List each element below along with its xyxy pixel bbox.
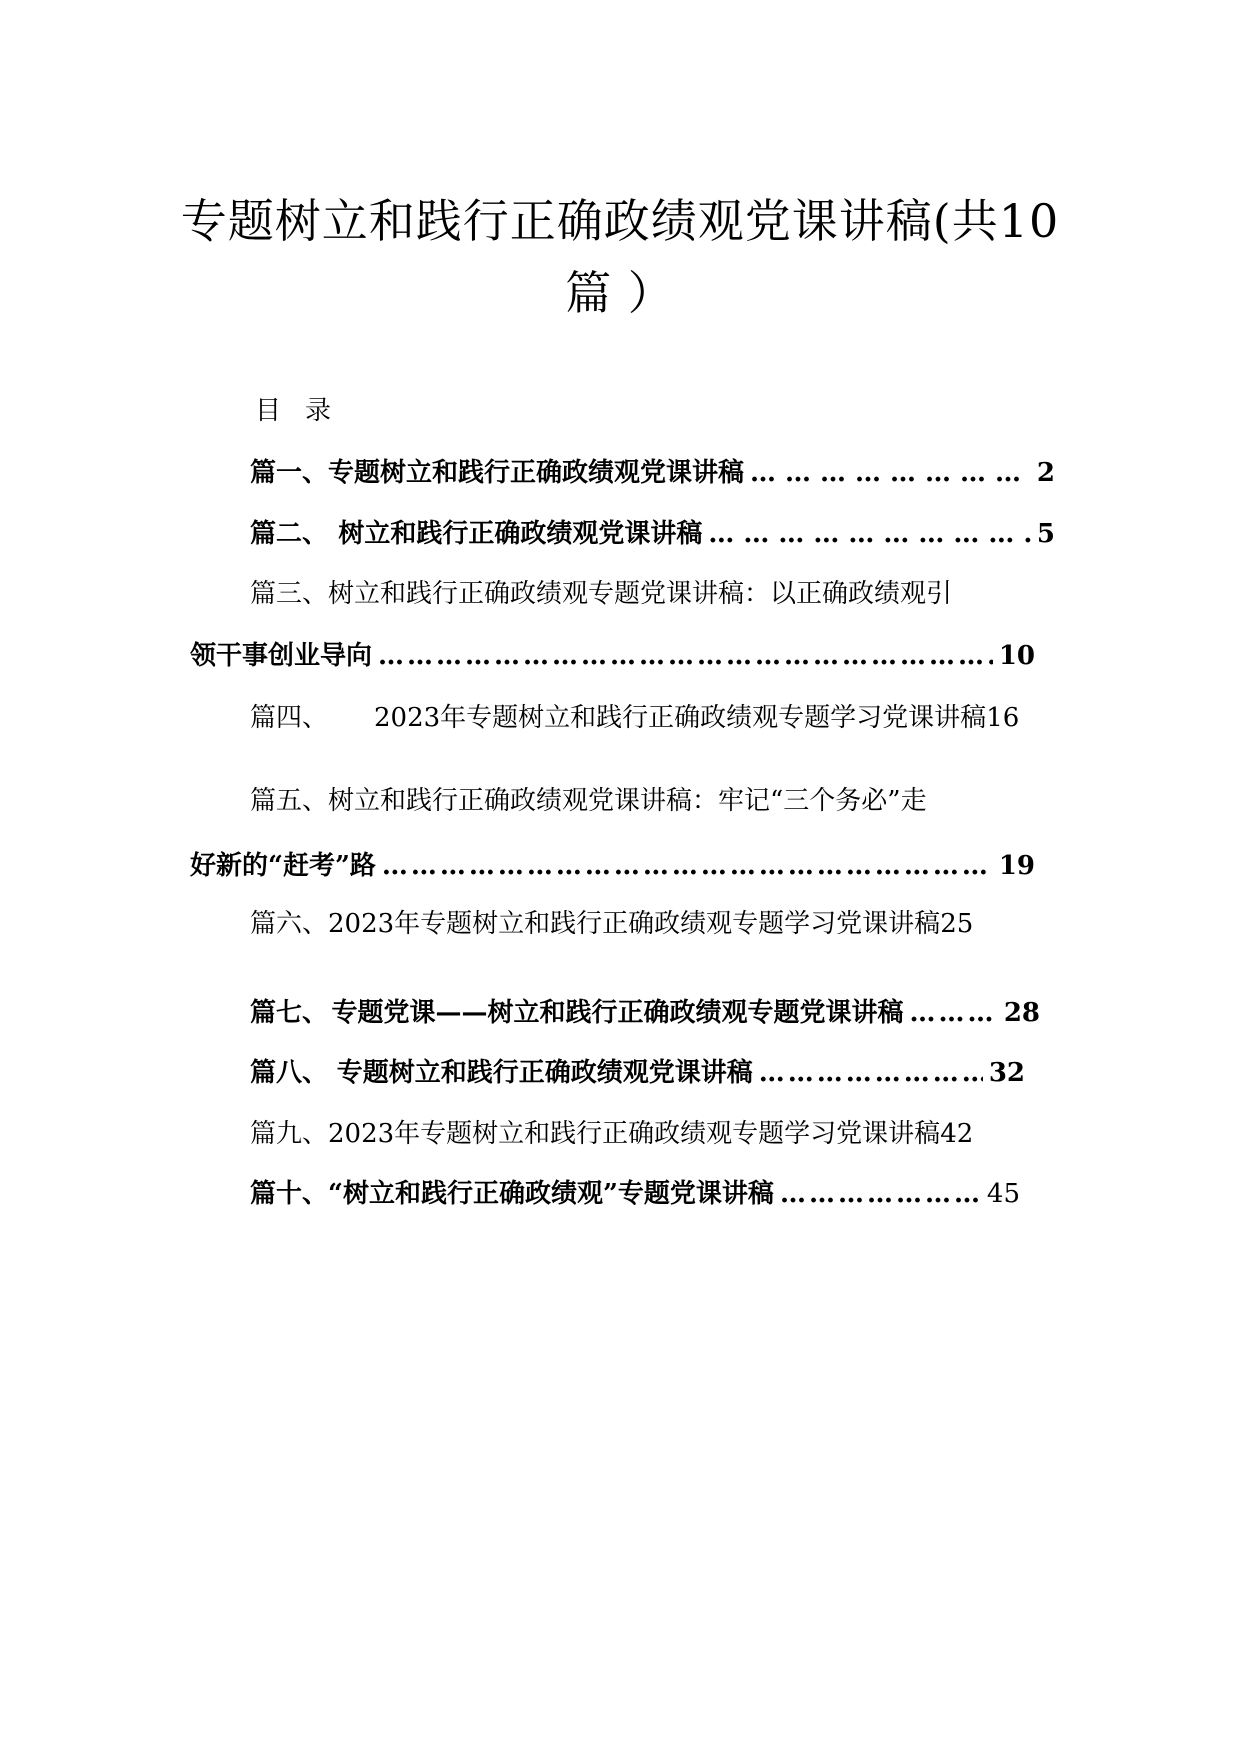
toc-entry-2-page: 5 xyxy=(1036,519,1055,549)
document-title xyxy=(170,185,1070,329)
toc-entry-4-text: 2023年专题树立和践行正确政绩观专题学习党课讲稿 xyxy=(374,703,987,733)
toc-entry-5-text-line-1: 树立和践行正确政绩观党课讲稿：牢记“三个务必”走 xyxy=(328,786,927,816)
toc-entry-4-page: 16 xyxy=(986,703,1020,733)
title-line-2: 篇 ） xyxy=(565,266,675,320)
toc-entry-2[interactable] xyxy=(250,516,1055,552)
toc-leader xyxy=(780,1176,981,1212)
toc-entry-7-text: 专题党课——树立和践行正确政绩观专题党课讲稿 xyxy=(331,998,904,1028)
toc-entry-2-text: 树立和践行正确政绩观党课讲稿 xyxy=(338,519,703,549)
toc-entry-3-page: 10 xyxy=(998,641,1035,671)
toc-leader xyxy=(708,516,1031,552)
toc-entry-10[interactable] xyxy=(250,1176,1020,1212)
toc-entry-5[interactable] xyxy=(250,783,927,819)
toc-entry-3-text-line-1: 树立和践行正确政绩观专题党课讲稿：以正确政绩观引 xyxy=(328,579,953,609)
toc-entry-5-page: 19 xyxy=(998,851,1035,881)
toc-entry-4-prefix: 篇四、 xyxy=(250,703,329,733)
toc-entry-1[interactable] xyxy=(250,455,1055,491)
toc-entry-3-cont[interactable] xyxy=(190,638,1035,674)
toc-entry-9-page: 42 xyxy=(940,1119,974,1149)
toc-entry-1-prefix: 篇一、 xyxy=(250,458,329,488)
toc-entry-2-prefix: 篇二、 xyxy=(250,519,329,549)
toc-entry-5-prefix: 篇五、 xyxy=(250,786,329,816)
toc-entry-3[interactable] xyxy=(250,576,952,612)
toc-entry-9[interactable] xyxy=(250,1116,973,1152)
toc-leader xyxy=(759,1055,983,1091)
toc-entry-7-prefix: 篇七、 xyxy=(250,998,329,1028)
toc-entry-8-prefix: 篇八、 xyxy=(250,1058,329,1088)
toc-entry-3-text-line-2: 领干事创业导向 xyxy=(190,641,373,671)
toc-entry-3-prefix: 篇三、 xyxy=(250,579,329,609)
toc-entry-5-text-line-2: 好新的“赶考”路 xyxy=(190,851,376,881)
toc-heading: 目录 xyxy=(255,396,356,426)
toc-entry-7[interactable] xyxy=(250,995,1040,1031)
toc-entry-10-prefix: 篇十、 xyxy=(250,1179,329,1209)
toc-leader xyxy=(378,638,993,674)
toc-entry-6[interactable] xyxy=(250,906,973,942)
toc-entry-10-text: “树立和践行正确政绩观”专题党课讲稿 xyxy=(328,1179,774,1209)
toc-entry-8-text: 专题树立和践行正确政绩观党课讲稿 xyxy=(336,1058,753,1088)
toc-entry-7-page: 28 xyxy=(1003,998,1040,1028)
toc-entry-5-cont[interactable] xyxy=(190,848,1035,884)
toc-leader xyxy=(909,995,997,1031)
toc-entry-8-page: 32 xyxy=(988,1058,1025,1088)
toc-entry-10-page: 45 xyxy=(986,1179,1020,1209)
toc-leader xyxy=(382,848,993,884)
toc-entry-4[interactable] xyxy=(250,700,1019,736)
toc-leader xyxy=(750,455,1031,491)
toc-entry-9-prefix: 篇九、 xyxy=(250,1119,329,1149)
toc-entry-6-page: 25 xyxy=(940,909,974,939)
toc-entry-1-page: 2 xyxy=(1036,458,1055,488)
title-line-1: 专题树立和践行正确政绩观党课讲稿(共10 xyxy=(180,194,1060,248)
toc-entry-8[interactable] xyxy=(250,1055,1025,1091)
toc-entry-1-text: 专题树立和践行正确政绩观党课讲稿 xyxy=(328,458,745,488)
toc-entry-9-text: 2023年专题树立和践行正确政绩观专题学习党课讲稿 xyxy=(328,1119,941,1149)
toc-entry-6-text: 2023年专题树立和践行正确政绩观专题学习党课讲稿 xyxy=(328,909,941,939)
toc-entry-6-prefix: 篇六、 xyxy=(250,909,329,939)
